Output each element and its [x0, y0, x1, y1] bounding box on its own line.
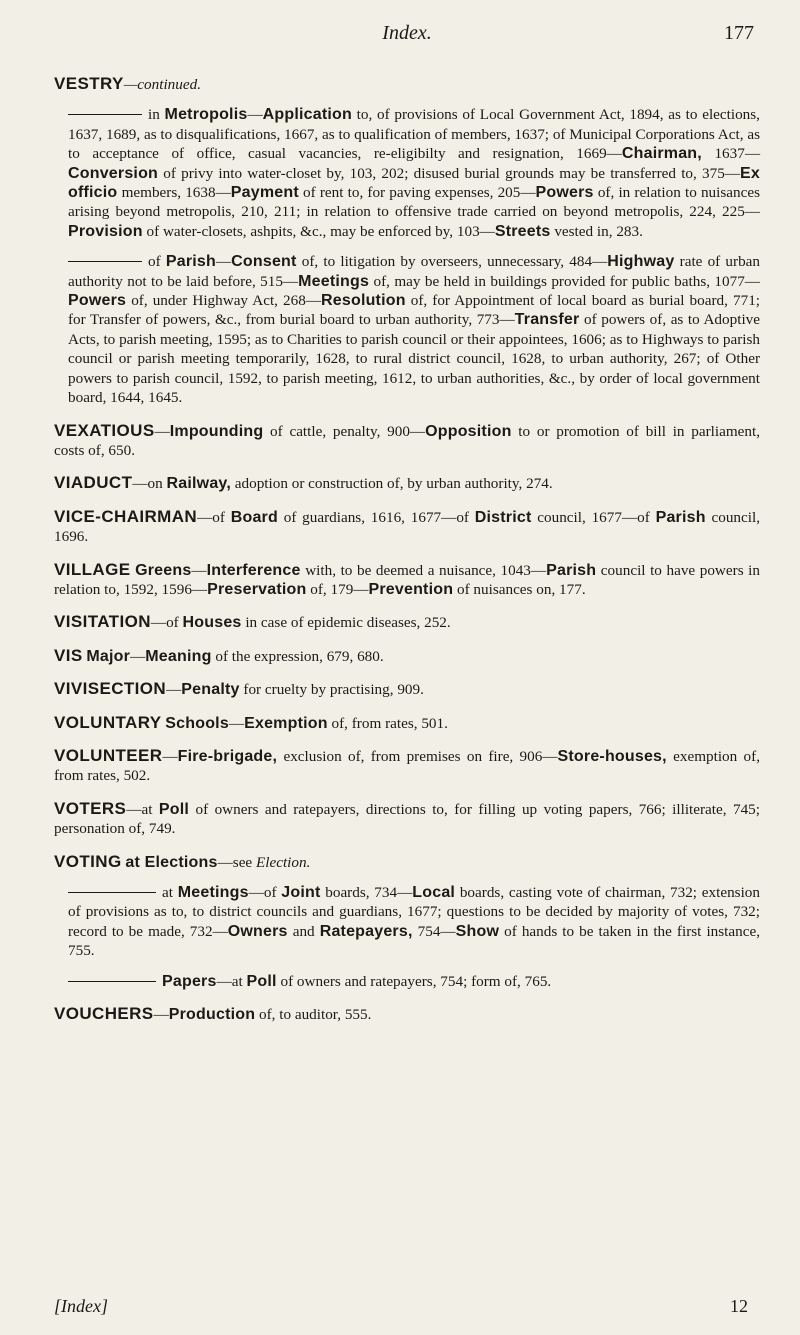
entry-keyword: Parish: [655, 508, 706, 526]
entry-text: of, for Appointment of local board as burial board, 771; for Transfer of powers, &c., from burial board to urban authority, 773—: [68, 292, 761, 329]
entry-text: of, may be held in buildings provided for public baths, 1077—: [369, 272, 760, 290]
entry-text: —: [130, 647, 146, 665]
entry-text: in case of epidemic diseases, 252.: [241, 614, 451, 632]
index-entry: [54, 560, 760, 600]
entry-keyword: Payment: [230, 184, 299, 202]
entry-heading: VEXATIOUS: [54, 420, 155, 440]
entry-text: —at: [216, 972, 247, 990]
entry-text: Election.: [255, 853, 311, 871]
page-footer: [54, 1296, 748, 1320]
entry-keyword: Schools: [165, 714, 229, 732]
entry-text: —of: [150, 614, 183, 632]
footer-signature: [Index]: [54, 1296, 108, 1316]
entry-keyword: Meetings: [298, 272, 370, 290]
entry-text: to or promotion of bill in parliament, costs of, 650.: [54, 422, 760, 459]
entry-text: with, to be deemed a nuisance, 1043—: [300, 561, 547, 579]
entry-keyword: Poll: [246, 972, 277, 990]
entry-text: of privy into water-closet by, 103, 202; disused burial grounds may be transferred to, 375—: [158, 164, 741, 182]
entry-text: council, 1696.: [54, 508, 760, 546]
entry-keyword: Application: [262, 106, 352, 124]
index-entry: [54, 746, 760, 786]
ditto-dash: [68, 981, 156, 982]
entry-keyword: Preservation: [207, 580, 307, 598]
entry-keyword: Board: [230, 508, 278, 526]
entry-text: boards, casting vote of chairman, 732; extension of provisions as to, to district councils and guardians, 1677; questions to be decided by majority of votes, 732; record to be made, 732—: [68, 884, 760, 940]
entry-keyword: Parish: [165, 253, 216, 271]
entry-text: of the expression, 679, 680.: [211, 647, 384, 665]
entry-keyword: Powers: [68, 292, 127, 310]
index-subentry: [54, 105, 760, 241]
page-number: 177: [724, 22, 754, 44]
entry-text: of guardians, 1616, 1677—of: [277, 508, 475, 526]
entry-text: of nuisances on, 177.: [453, 580, 586, 598]
entry-keyword: Joint: [281, 884, 321, 901]
entry-heading: VIADUCT: [54, 473, 133, 493]
entry-text: —: [153, 1006, 169, 1024]
entry-text: of hands to be taken in the first instance, 755.: [68, 922, 760, 960]
entry-keyword: Ex officio: [68, 164, 760, 202]
entry-keyword: Opposition: [425, 422, 512, 440]
index-entries: [54, 74, 760, 1024]
entry-text: rate of urban authority not to be laid before, 515—: [68, 253, 761, 290]
entry-keyword: Fire-brigade,: [177, 747, 278, 765]
ditto-dash: [68, 892, 156, 893]
entry-keyword: Local: [412, 884, 456, 901]
entry-heading: VOLUNTEER: [54, 745, 163, 765]
entry-keyword: Resolution: [321, 292, 406, 310]
entry-keyword: Production: [168, 1006, 256, 1024]
entry-text: council, 1677—of: [531, 508, 656, 526]
entry-text: boards, 734—: [320, 884, 413, 901]
entry-text: of, to litigation by overseers, unnecessary, 484—: [296, 253, 608, 271]
entry-text: of, under Highway Act, 268—: [126, 292, 322, 310]
index-subentry: [54, 972, 760, 991]
entry-keyword: Provision: [68, 222, 143, 240]
ditto-dash: [68, 261, 142, 262]
entry-text: for cruelty by practising, 909.: [239, 681, 424, 699]
entry-text: —see: [217, 853, 256, 871]
entry-text: of owners and ratepayers, 754; form of, 765.: [276, 972, 552, 990]
entry-keyword: Show: [455, 922, 500, 940]
index-entry: [54, 507, 760, 547]
entry-text: and: [287, 922, 320, 940]
entry-text: council to have powers in relation to, 1592, 1596—: [54, 561, 760, 598]
index-entry: [54, 679, 760, 699]
entry-text: in: [148, 106, 165, 124]
entry-text: —: [191, 561, 207, 579]
entry-heading: VICE-CHAIRMAN: [54, 506, 198, 526]
entry-keyword: Papers: [162, 972, 217, 990]
entry-keyword: at Elections: [125, 853, 218, 871]
entry-text: —: [247, 106, 263, 124]
entry-text: of powers of, as to Adoptive Acts, to parish meeting, 1595; as to Charities to parish council or their appointees, 1606; as to Highways to parish council or parish meeting temporarily, 1628, to rural district council, 1628, to urban authority, 267; of Other powers to parish council, 1592, to parish meeting, 1612, to urban authorities, &c., by order of local government board, 1644, 1645.: [68, 311, 760, 407]
index-subentry: [54, 252, 760, 407]
entry-heading: VOTERS: [54, 798, 127, 818]
entry-heading: VOUCHERS: [54, 1004, 154, 1024]
index-entry: [54, 612, 760, 632]
entry-text: —: [215, 253, 232, 271]
entry-text: —at: [126, 800, 159, 818]
entry-keyword: Penalty: [181, 681, 240, 699]
index-entry: [54, 1004, 760, 1024]
entry-keyword: Interference: [206, 561, 301, 579]
index-entry: [54, 852, 760, 872]
ditto-dash: [68, 114, 142, 115]
entry-heading: VIVISECTION: [54, 679, 167, 699]
entry-text: of cattle, penalty, 900—: [263, 422, 426, 440]
entry-text: members, 1638—: [117, 184, 231, 202]
entry-text: vested in, 283.: [550, 222, 643, 240]
entry-keyword: Powers: [535, 184, 594, 202]
entry-keyword: Metropolis: [164, 106, 248, 124]
entry-text: of, in relation to nuisances arising beyond metropolis, 210, 211; in relation to offensive trade carried on beyond metropolis, 224, 225—: [68, 184, 760, 221]
index-entry: [54, 421, 760, 461]
entry-keyword: Greens: [135, 561, 192, 579]
entry-text: —continued.: [123, 76, 201, 93]
index-entry: [54, 473, 760, 493]
entry-text: of, from rates, 501.: [327, 714, 448, 732]
entry-heading: VIS: [54, 645, 83, 665]
entry-text: —: [228, 714, 245, 732]
index-entry: [54, 74, 760, 94]
entry-text: of water-closets, ashpits, &c., may be enforced by, 103—: [142, 222, 495, 240]
entry-keyword: Houses: [182, 614, 242, 632]
entry-heading: VOLUNTARY: [54, 712, 162, 732]
entry-text: 1637—: [701, 145, 760, 163]
entry-text: 754—: [412, 922, 456, 940]
entry-keyword: Store-houses,: [557, 747, 667, 765]
entry-text: exemption of, from rates, 502.: [54, 747, 760, 785]
entry-text: at: [162, 884, 178, 901]
entry-heading: VOTING: [54, 851, 122, 871]
sheet-number: 12: [730, 1296, 748, 1316]
entry-keyword: Exemption: [244, 714, 328, 732]
entry-keyword: Prevention: [368, 580, 454, 598]
entry-text: —of: [248, 884, 282, 901]
running-head-title: Index.: [382, 22, 432, 44]
index-entry: [54, 713, 760, 733]
entry-text: to, of provisions of Local Government Act, 1894, as to elections, 1637, 1689, as to disqualifications, 1667, as to qualification of members, 1637; of Municipal Corporations Act, as to acceptance of office, casual vacancies, re-eligibilty and resignation, 1669—: [68, 106, 760, 163]
entry-keyword: Meetings: [177, 884, 249, 901]
entry-text: of rent to, for paving expenses, 205—: [298, 184, 536, 202]
entry-text: —: [166, 681, 182, 699]
entry-keyword: Highway: [607, 253, 675, 271]
entry-heading: VISITATION: [54, 612, 151, 632]
entry-keyword: Impounding: [169, 422, 264, 440]
entry-text: of owners and ratepayers, directions to, for filling up voting papers, 766; illiterate, 745; personation of, 749.: [54, 800, 760, 838]
running-head: [54, 20, 760, 54]
entry-keyword: Meaning: [145, 647, 212, 665]
entry-text: of, 179—: [306, 580, 369, 598]
entry-keyword: Owners: [227, 922, 288, 940]
entry-keyword: Consent: [231, 253, 297, 271]
entry-text: —on: [132, 475, 167, 493]
entry-keyword: Transfer: [514, 311, 580, 329]
entry-text: adoption or construction of, by urban authority, 274.: [230, 475, 553, 493]
entry-text: of: [148, 253, 166, 271]
entry-heading: VILLAGE: [54, 559, 131, 579]
entry-keyword: Railway,: [166, 475, 231, 493]
entry-text: —of: [197, 508, 231, 526]
entry-keyword: Streets: [494, 222, 551, 240]
entry-keyword: District: [474, 508, 532, 526]
entry-heading: VESTRY: [54, 74, 124, 93]
entry-keyword: Ratepayers,: [319, 922, 413, 940]
entry-text: —: [154, 422, 170, 440]
entry-keyword: Poll: [158, 800, 190, 818]
index-entry: [54, 799, 760, 839]
entry-keyword: Parish: [546, 561, 597, 579]
index-entry: [54, 646, 760, 666]
entry-keyword: Major: [86, 647, 131, 665]
entry-text: of, to auditor, 555.: [255, 1006, 372, 1024]
entry-text: —: [162, 747, 178, 765]
index-subentry: [54, 883, 760, 961]
entry-keyword: Conversion: [68, 164, 159, 182]
entry-keyword: Chairman,: [621, 145, 702, 163]
entry-text: exclusion of, from premises on fire, 906—: [277, 747, 558, 765]
